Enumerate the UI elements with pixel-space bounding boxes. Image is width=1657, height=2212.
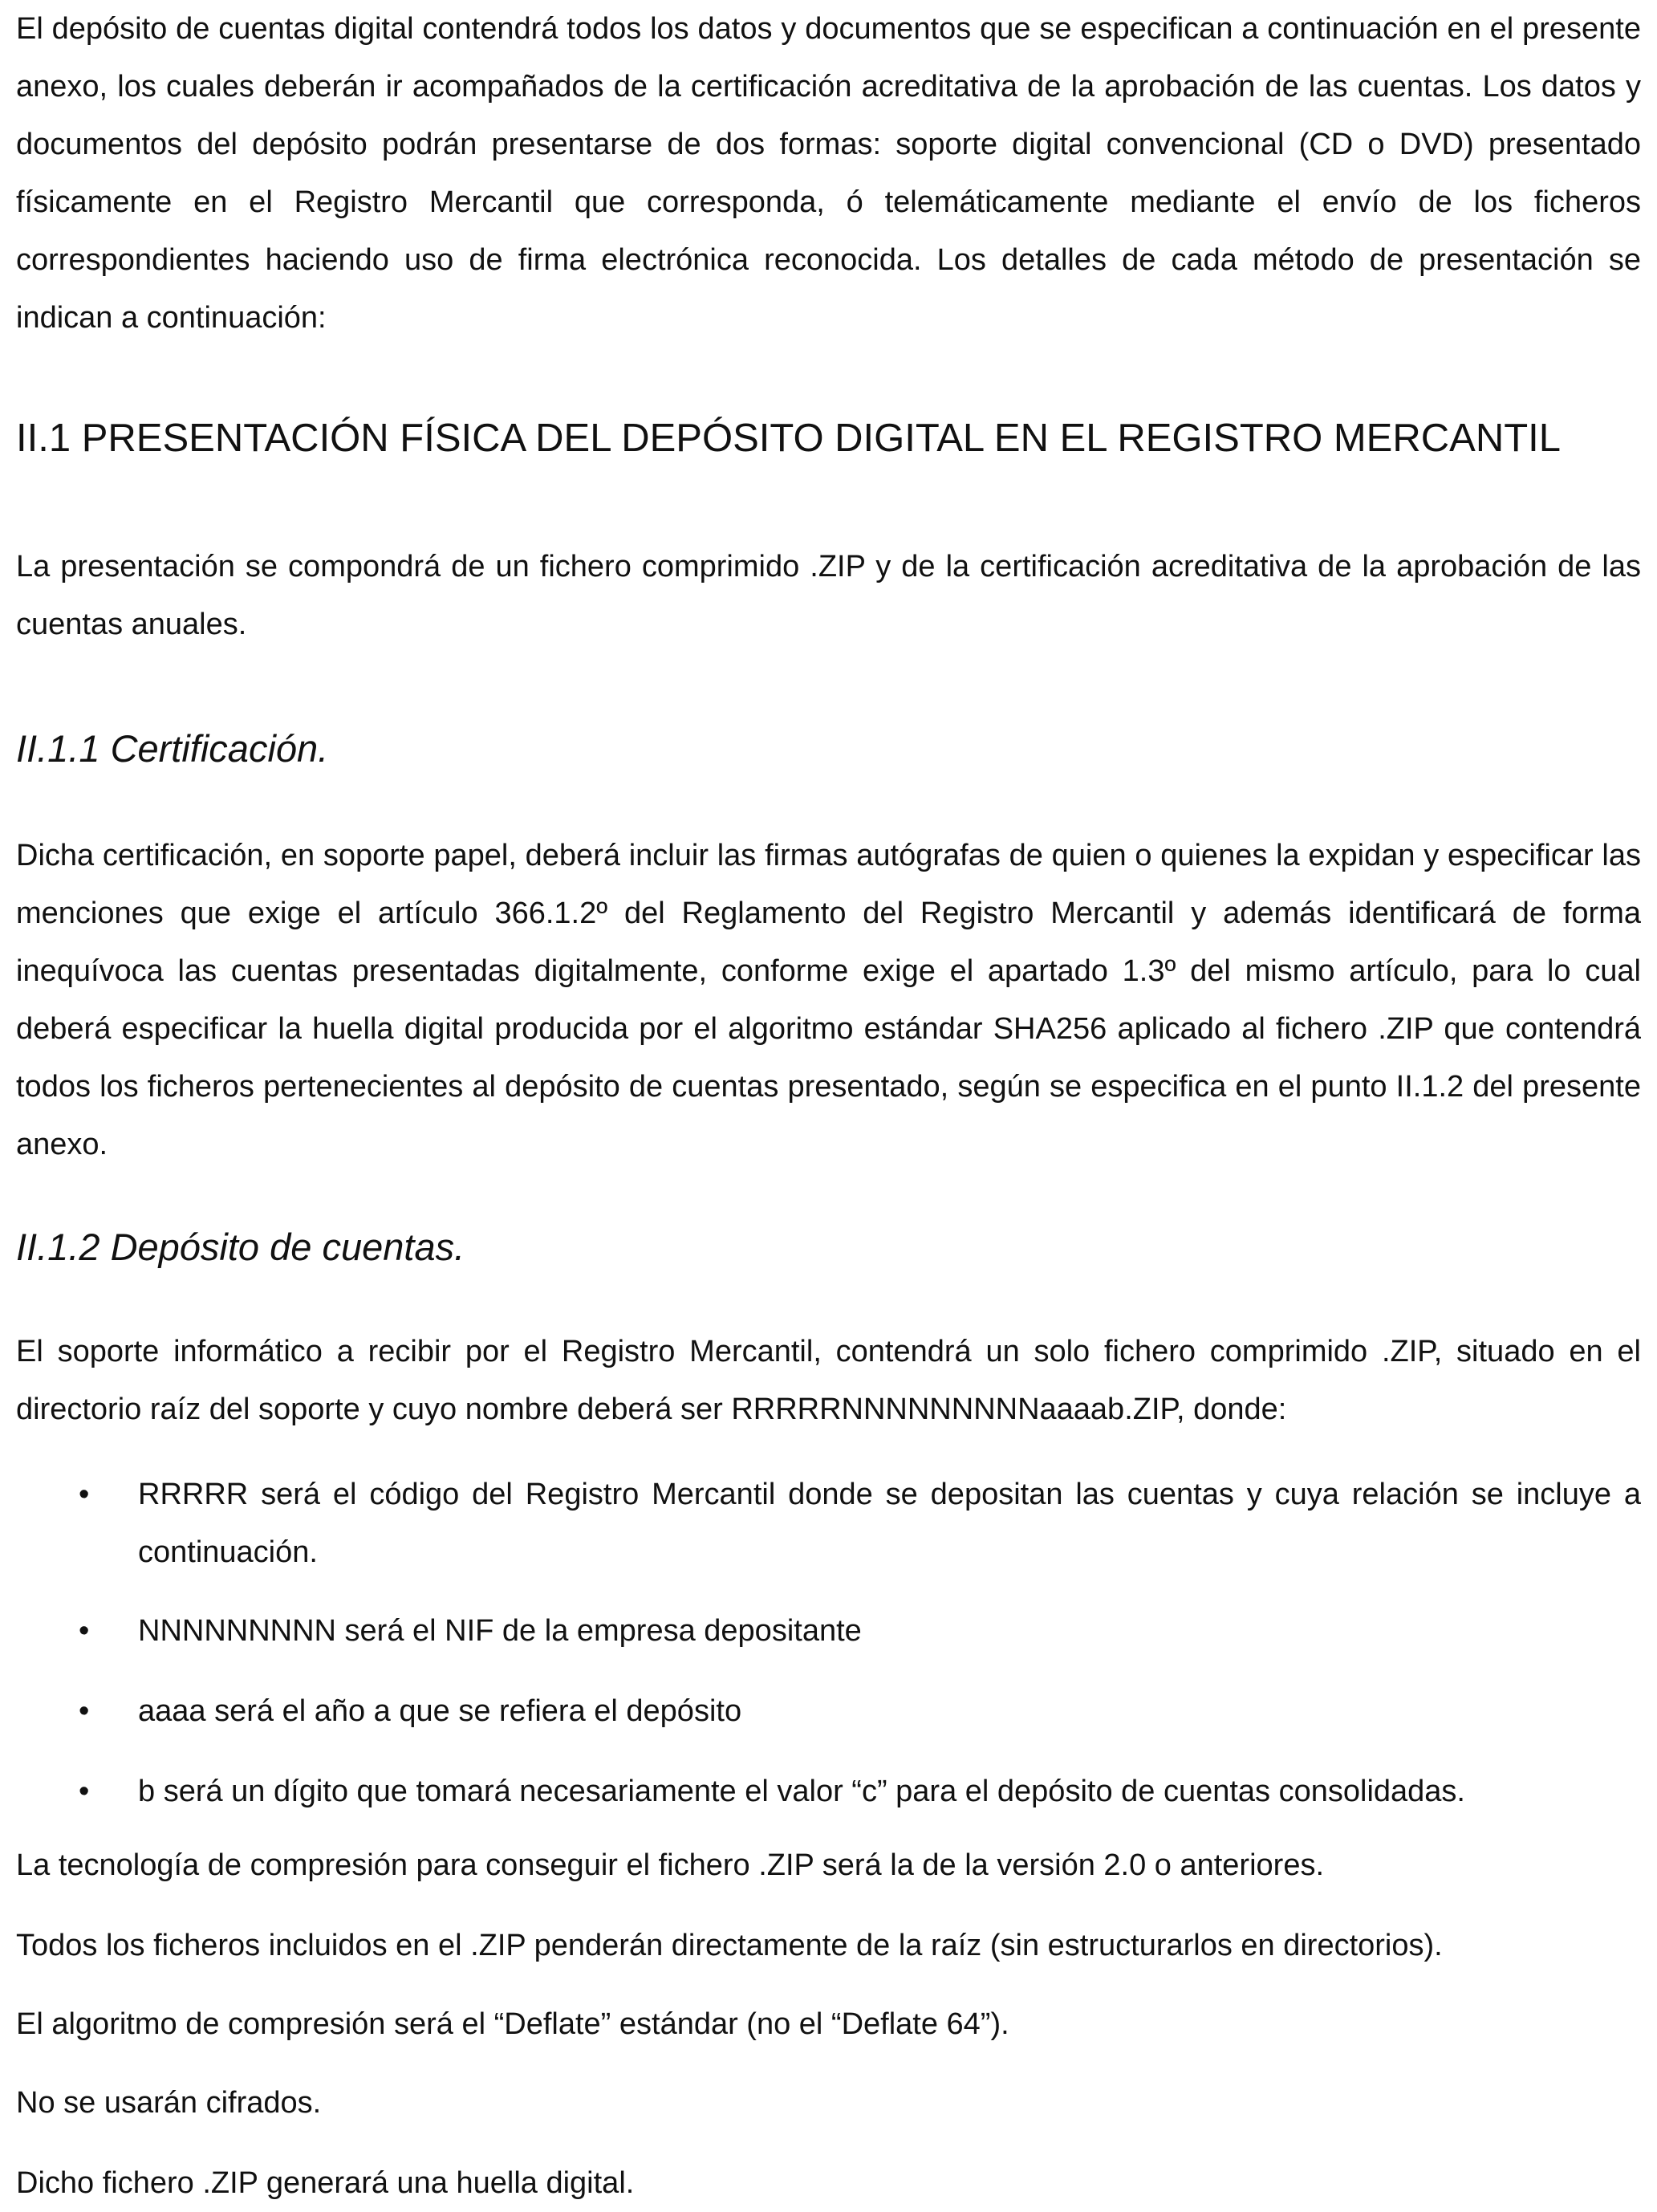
subsection-heading-certificacion: II.1.1 Certificación. [16,727,329,770]
bullet-icon: • [79,1694,90,1728]
section-heading: II.1 PRESENTACIÓN FÍSICA DEL DEPÓSITO DIGITAL EN EL REGISTRO MERCANTIL [16,417,1561,460]
bullet-text: aaaa será el año a que se refiera el depósito [138,1694,742,1728]
certificacion-paragraph: Dicha certificación, en soporte papel, deberá incluir las firmas autógrafas de quien o quienes la expidan y especificar las menciones que exige el artículo 366.1.2º del Reglamento del Registro Mercantil y además identificará de forma inequívoca las cuentas presentadas digitalmente, conforme exige el apartado 1.3º del mismo artículo, para lo cual deberá especificar la huella digital producida por el algoritmo estándar SHA256 aplicado al fichero .ZIP que contendrá todos los ficheros pertenecientes al depósito de cuentas presentado, según se especifica en el punto II.1.2 del presente anexo. [16,839,1641,1161]
closing-line-compression-version: La tecnología de compresión para conseguir el fichero .ZIP será la de la versión 2.0 o anteriores. [16,1848,1325,1882]
section-paragraph: La presentación se compondrá de un fichero comprimido .ZIP y de la certificación acreditativa de la aprobación de las cuentas anuales. [16,550,1641,641]
list-item [16,1682,1641,1740]
closing-line-hash: Dicho fichero .ZIP generará una huella digital. [16,2166,635,2200]
bullet-text: RRRRR será el código del Registro Mercantil donde se depositan las cuentas y cuya relación se incluye a continuación. [138,1478,1641,1569]
bullet-icon: • [79,1614,90,1648]
bullet-text: NNNNNNNNN será el NIF de la empresa depositante [138,1614,862,1648]
list-item [16,1602,1641,1660]
closing-line-root-files: Todos los ficheros incluidos en el .ZIP penderán directamente de la raíz (sin estructurarlos en directorios). [16,1929,1443,1962]
deposito-paragraph: El soporte informático a recibir por el Registro Mercantil, contendrá un solo fichero comprimido .ZIP, situado en el directorio raíz del soporte y cuyo nombre deberá ser RRRRRNNNNNNNNNaaaab.ZIP, donde: [16,1335,1641,1426]
subsection-heading-deposito: II.1.2 Depósito de cuentas. [16,1226,465,1268]
closing-line-deflate: El algoritmo de compresión será el “Deflate” estándar (no el “Deflate 64”). [16,2007,1009,2041]
filename-bullet-list [16,1466,1641,1820]
bullet-text: b será un dígito que tomará necesariamente el valor “c” para el depósito de cuentas consolidadas. [138,1775,1465,1808]
list-item [16,1466,1641,1581]
list-item [16,1763,1641,1820]
closing-line-no-encryption: No se usarán cifrados. [16,2086,322,2120]
bullet-icon: • [79,1478,90,1511]
bullet-icon: • [79,1775,90,1808]
intro-paragraph: El depósito de cuentas digital contendrá todos los datos y documentos que se especifican a continuación en el presente anexo, los cuales deberán ir acompañados de la certificación acreditativa de la aprobación de las cuentas. Los datos y documentos del depósito podrán presentarse de dos formas: soporte digital convencional (CD o DVD) presentado físicamente en el Registro Mercantil que corresponda, ó telemáticamente mediante el envío de los ficheros correspondientes haciendo uso de firma electrónica reconocida. Los detalles de cada método de presentación se indican a continuación: [16,12,1641,335]
